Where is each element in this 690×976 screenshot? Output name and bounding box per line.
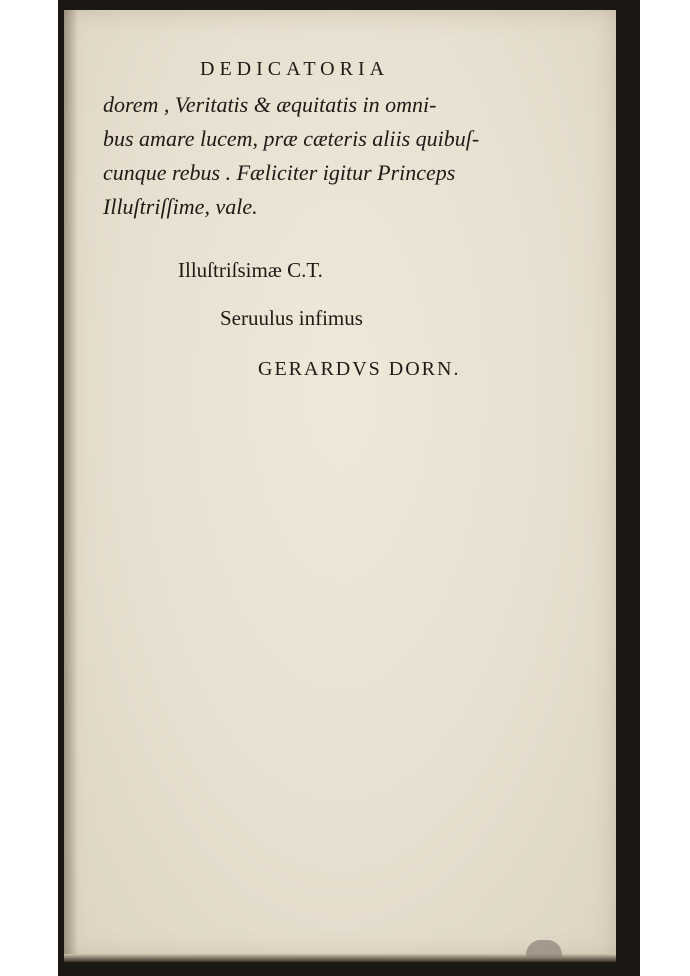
spine-shadow [64, 10, 78, 958]
running-head: DEDICATORIA [200, 58, 390, 80]
salutation: Illuſtriſsimæ C.T. [178, 258, 323, 282]
servant-line: Seruulus infimus [220, 306, 363, 330]
signature: GERARDVS DORN. [258, 358, 461, 380]
body-line: Illuſtriſſime, vale. [103, 194, 258, 219]
body-line: dorem , Veritatis & æquitatis in omni- [103, 92, 437, 117]
body-line: cunque rebus . Fæliciter igitur Princeps [103, 160, 456, 185]
book-page [64, 10, 616, 958]
corner-stain [526, 940, 562, 958]
body-line: bus amare lucem, præ cæteris aliis quibuſ- [103, 126, 480, 151]
